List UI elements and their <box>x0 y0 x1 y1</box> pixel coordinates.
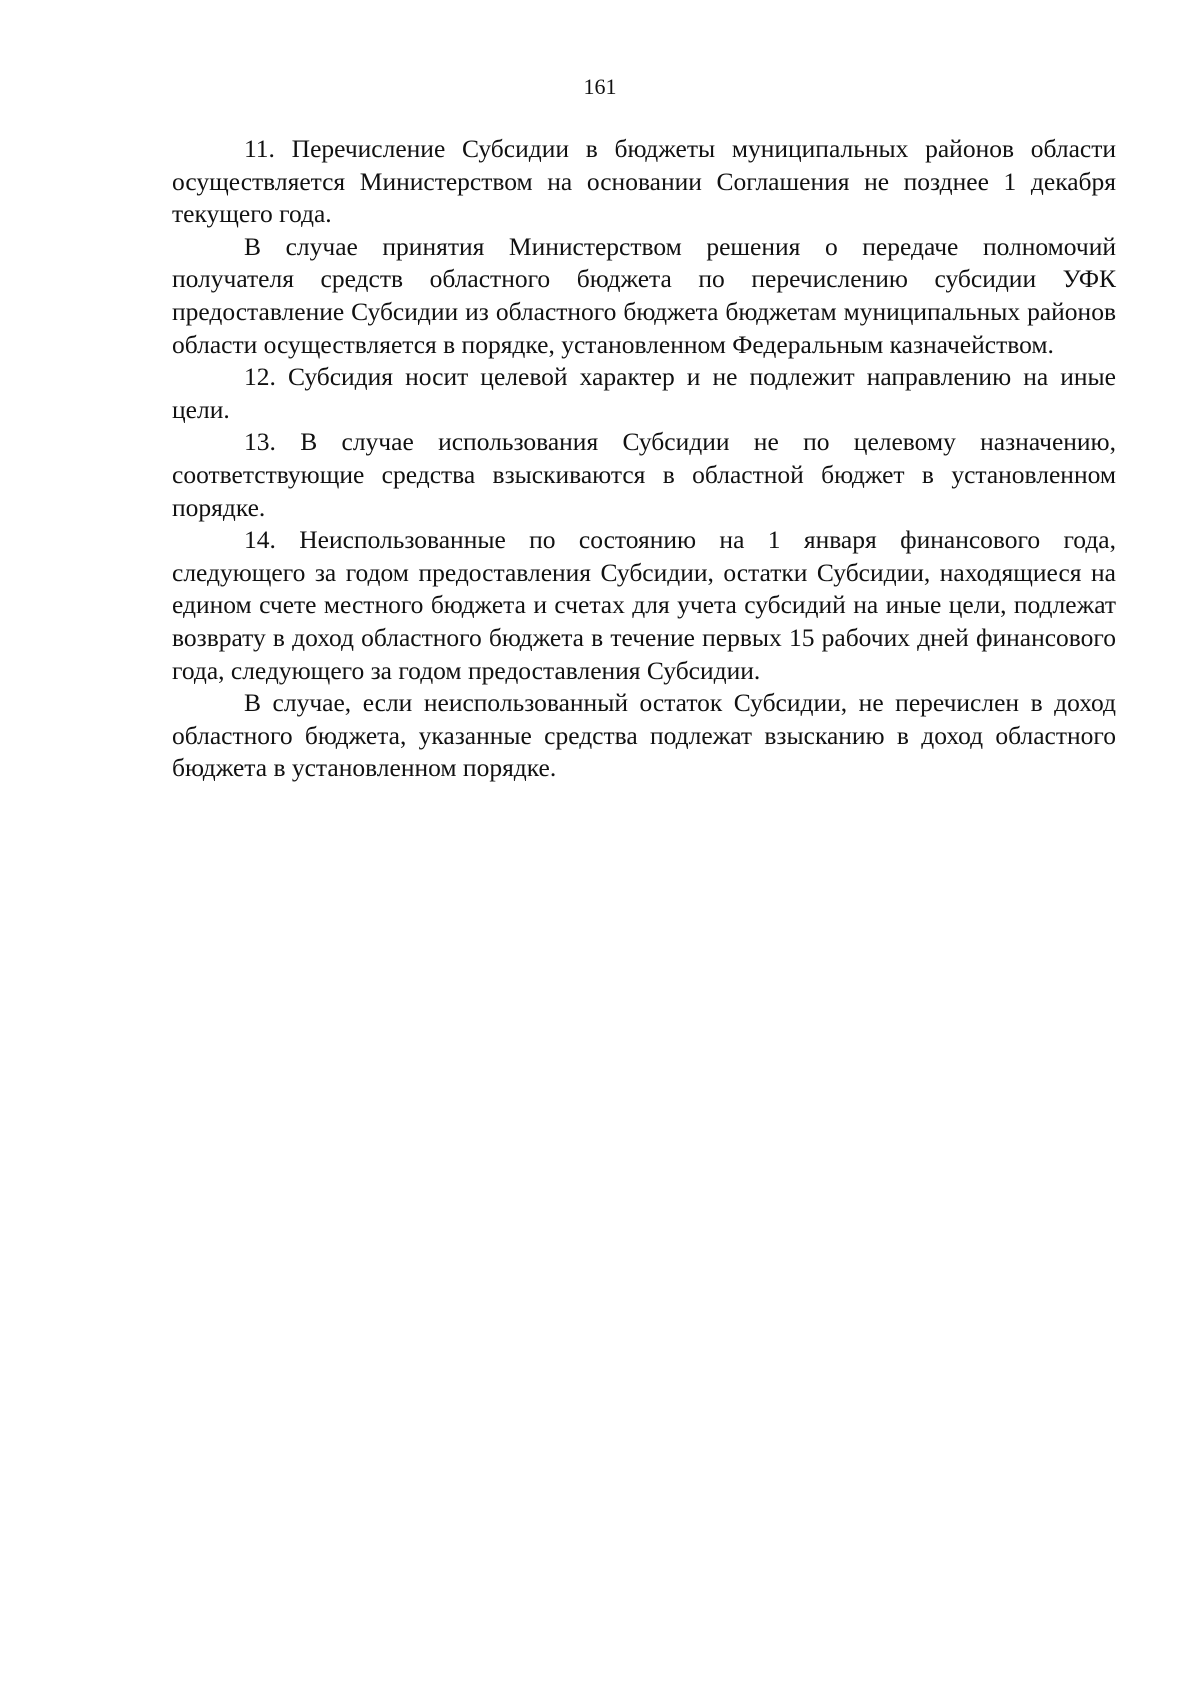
paragraph-11-continuation: В случае принятия Министерством решения о передаче полномочий получателя средств областного бюджета по перечислению субсидии УФК предоставление Субсидии из областного бюджета бюджетам муниципальных районов области осуществляется в порядке, установленном Федеральным казначейством. <box>172 231 1116 359</box>
document-body <box>172 133 1116 785</box>
paragraph-12: 12. Субсидия носит целевой характер и не подлежит направлению на иные цели. <box>172 362 1116 424</box>
paragraph-14-continuation: В случае, если неиспользованный остаток Субсидии, не перечислен в доход областного бюджета, указанные средства подлежат взысканию в доход областного бюджета в установленном порядке. <box>172 688 1116 783</box>
paragraph-11: 11. Перечисление Субсидии в бюджеты муниципальных районов области осуществляется Министерством на основании Соглашения не позднее 1 декабря текущего года. <box>172 134 1116 229</box>
page-number: 161 <box>583 74 617 99</box>
paragraph-14: 14. Неиспользованные по состоянию на 1 января финансового года, следующего за годом предоставления Субсидии, остатки Субсидии, находящиеся на едином счете местного бюджета и счетах для учета субсидий на иные цели, подлежат возврату в доход областного бюджета в течение первых 15 рабочих дней финансового года, следующего за годом предоставления Субсидии. <box>172 525 1116 685</box>
paragraph-13: 13. В случае использования Субсидии не по целевому назначению, соответствующие средства взыскиваются в областной бюджет в установленном порядке. <box>172 427 1116 522</box>
